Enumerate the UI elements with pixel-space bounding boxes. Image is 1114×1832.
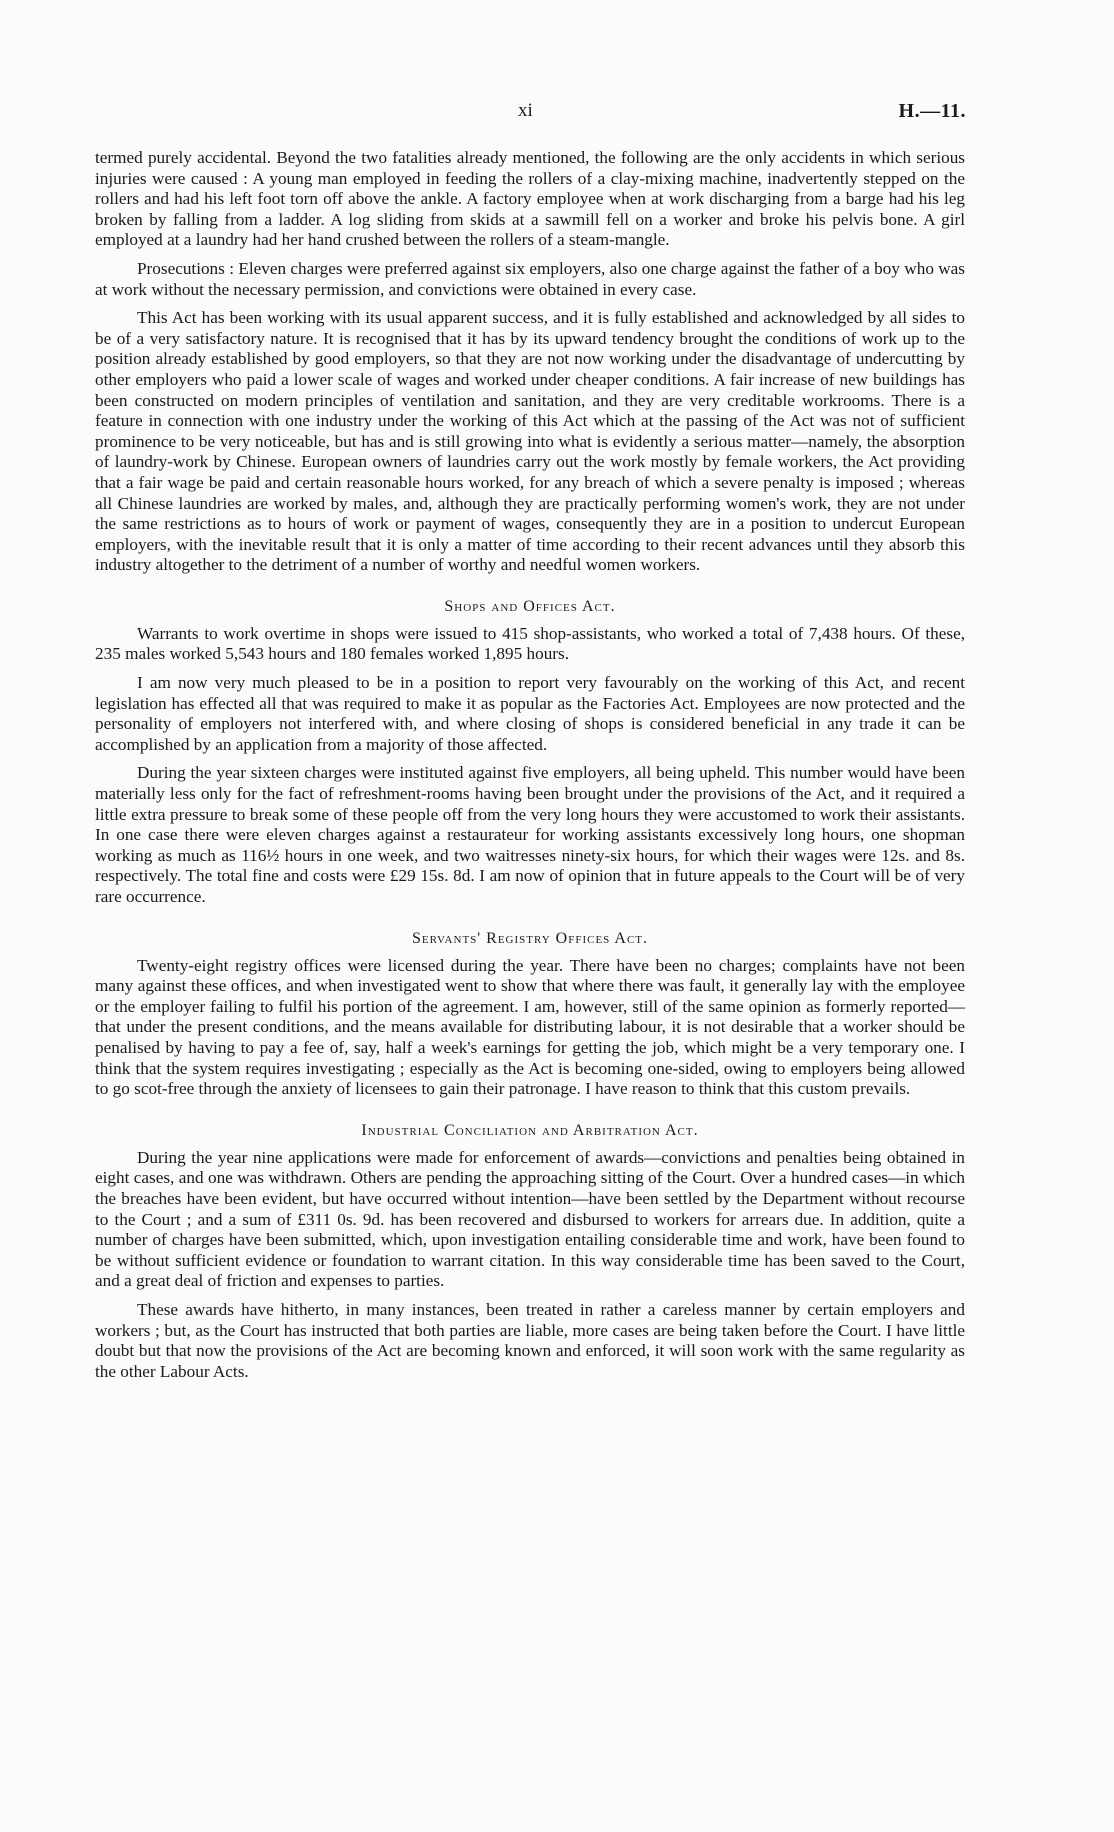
paragraph-act-working: This Act has been working with its usual apparent success, and it is fully established and acknowledged by all sides to be of a very satisfactory nature. It is recognised that it has by its upward tendency brought the conditions of work up to the position already established by good employers, so that they are not now working under the disadvantage of undercutting by other employers who paid a lower scale of wages and worked under cheaper conditions. A fair increase of new buildings has been constructed on modern principles of ventilation and sanitation, and they are very creditable workrooms. There is a feature in connection with one industry under the working of this Act which at the passing of the Act was not of sufficient prominence to be very noticeable, but has and is still growing into what is evidently a serious matter—namely, the absorption of laundry-work by Chinese. European owners of laundries carry out the work mostly by female workers, the Act providing that a fair wage be paid and certain reasonable hours worked, for any breach of which a severe penalty is imposed ; whereas all Chinese laundries are worked by males, and, although they are practically performing women's work, they are not under the same restrictions as to hours of work or payment of wages, consequently they are in a position to undercut European employers, with the inevitable result that it is only a matter of time according to their recent advances until they absorb this industry altogether to the detriment of a number of worthy and needful women workers. — [95, 308, 965, 575]
section-heading-shops-offices: Shops and Offices Act. — [444, 597, 616, 615]
paragraph-shops-report: I am now very much pleased to be in a position to report very favourably on the working of this Act, and recent legislation has effected all that was required to make it as popular as the Factories Act. Employees are now protected and the personality of employers not interfered with, and where closing of shops is considered beneficial in any trade it can be accomplished by an application from a majority of those affected. — [95, 673, 965, 754]
document-series-number: H.—11. — [898, 100, 966, 122]
document-body — [95, 148, 965, 1390]
page-number: xi — [518, 100, 533, 121]
paragraph-awards-treatment: These awards have hitherto, in many instances, been treated in rather a careless manner by certain employers and workers ; but, as the Court has instructed that both parties are liable, more cases are being taken before the Court. I have little doubt but that now the provisions of the Act are becoming known and enforced, it will soon work with the same regularity as the other Labour Acts. — [95, 1299, 965, 1381]
paragraph-shops-charges: During the year sixteen charges were instituted against five employers, all being upheld. This number would have been materially less only for the fact of refreshment-rooms having been brought under the provisions of the Act, and it required a little extra pressure to break some of these people off from the very long hours they were accustomed to work their assistants. In one case there were eleven charges against a restaurateur for working assistants excessively long hours, one shopman working as much as 116½ hours in one week, and two waitresses ninety-six hours, for which their wages were 12s. and 8s. respectively. The total fine and costs were £29 15s. 8d. I am now of opinion that in future appeals to the Court will be of very rare occurrence. — [95, 763, 965, 906]
section-heading-registry-offices: Servants' Registry Offices Act. — [411, 929, 649, 947]
section-heading-arbitration: Industrial Conciliation and Arbitration Act. — [361, 1121, 699, 1139]
paragraph-accidents: termed purely accidental. Beyond the two fatalities already mentioned, the following are the only accidents in which serious injuries were caused : A young man employed in feeding the rollers of a clay-mixing machine, inadvertently stepped on the rollers and had his left foot torn off above the ankle. A factory employee when at work discharging from a barge had his leg broken by falling from a ladder. A log sliding from skids at a sawmill fell on a worker and broke his pelvis bone. A girl employed at a laundry had her hand crushed between the rollers of a steam-mangle. — [95, 148, 965, 250]
paragraph-registry-offices: Twenty-eight registry offices were licensed during the year. There have been no charges; complaints have not been many against these offices, and when investigated went to show that where there was fault, it generally lay with the employee or the employer failing to fulfil his portion of the agreement. I am, however, still of the same opinion as formerly reported—that under the present conditions, and the means available for distributing labour, it is not desirable that a worker should be penalised by having to pay a fee of, say, half a week's earnings for getting the job, which might be a very temporary one. I think that the system requires investigating ; especially as the Act is becoming one-sided, owing to employers being allowed to go scot-free through the anxiety of licensees to gain their patronage. I have reason to think that this custom prevails. — [95, 955, 965, 1099]
paragraph-prosecutions: Prosecutions : Eleven charges were preferred against six employers, also one charge against the father of a boy who was at work without the necessary permission, and convictions were obtained in every case. — [95, 258, 965, 299]
paragraph-awards-enforcement: During the year nine applications were made for enforcement of awards—convictions and penalties being obtained in eight cases, and one was withdrawn. Others are pending the approaching sitting of the Court. Over a hundred cases—in which the breaches have been evident, but have occurred without intention—have been settled by the Department without recourse to the Court ; and a sum of £311 0s. 9d. has been recovered and disbursed to workers for arrears due. In addition, quite a number of charges have been submitted, which, upon investigation entailing considerable time and work, have been found to be without sufficient evidence or foundation to warrant citation. In this way considerable time has been saved to the Court, and a great deal of friction and expenses to parties. — [95, 1147, 965, 1291]
page-header — [0, 100, 1114, 130]
paragraph-overtime: Warrants to work overtime in shops were issued to 415 shop-assistants, who worked a total of 7,438 hours. Of these, 235 males worked 5,543 hours and 180 females worked 1,895 hours. — [95, 623, 965, 664]
